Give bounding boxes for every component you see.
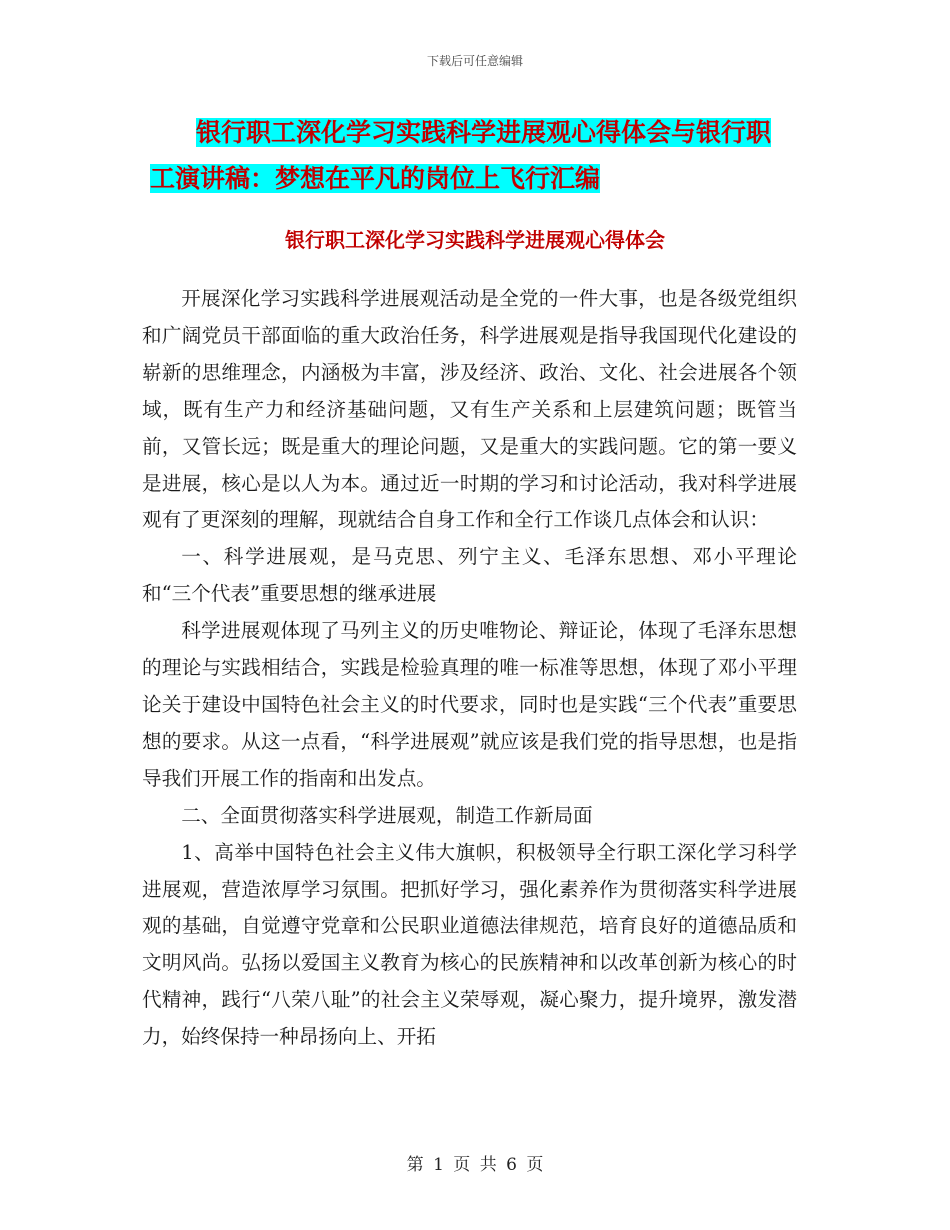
- title-highlight-2: 工演讲稿：梦想在平凡的岗位上飞行汇编: [150, 164, 601, 193]
- page-footer-number: 第 1 页 共 6 页: [406, 1155, 544, 1175]
- document-title-line-2: [150, 156, 810, 202]
- document-title: [150, 110, 810, 202]
- paragraph-heading-1: 一、科学进展观，是马克思、列宁主义、毛泽东思想、邓小平理论和“三个代表”重要思想的继承进展: [142, 545, 797, 606]
- section-title: 银行职工深化学习实践科学进展观心得体会: [285, 228, 665, 252]
- document-title-line-1: [150, 110, 810, 156]
- paragraph-item-1: 1、高举中国特色社会主义伟大旗帜，积极领导全行职工深化学习科学进展观，营造浓厚学习氛围。把抓好学习，强化素养作为贯彻落实科学进展观的基础，自觉遵守党章和公民职业道德法律规范，培育良好的道德品质和文明风尚。弘扬以爱国主义教育为核心的民族精神和以改革创新为核心的时代精神，践行“八荣八耻”的社会主义荣辱观，凝心聚力，提升境界，激发潜力，始终保持一种昂扬向上、开拓: [142, 840, 797, 1049]
- page-header-note: 下载后可任意编辑: [426, 54, 523, 68]
- paragraph-intro: 开展深化学习实践科学进展观活动是全党的一件大事，也是各级党组织和广阔党员干部面临的重大政治任务，科学进展观是指导我国现代化建设的崭新的思维理念，内涵极为丰富，涉及经济、政治、文化、社会进展各个领域，既有生产力和经济基础问题，又有生产关系和上层建筑问题；既管当前，又管长远；既是重大的理论问题，又是重大的实践问题。它的第一要义是进展，核心是以人为本。通过近一时期的学习和讨论活动，我对科学进展观有了更深刻的理解，现就结合自身工作和全行工作谈几点体会和认识：: [142, 287, 797, 532]
- paragraph-theory: 科学进展观体现了马列主义的历史唯物论、辩证论，体现了毛泽东思想的理论与实践相结合，实践是检验真理的唯一标准等思想，体现了邓小平理论关于建设中国特色社会主义的时代要求，同时也是实践“三个代表”重要思想的要求。从这一点看，“科学进展观”就应该是我们党的指导思想，也是指导我们开展工作的指南和出发点。: [142, 619, 797, 790]
- paragraph-heading-2: 二、全面贯彻落实科学进展观，制造工作新局面: [181, 803, 593, 827]
- body-text: [142, 281, 797, 1056]
- title-highlight-1: 银行职工深化学习实践科学进展观心得体会与银行职: [196, 118, 772, 147]
